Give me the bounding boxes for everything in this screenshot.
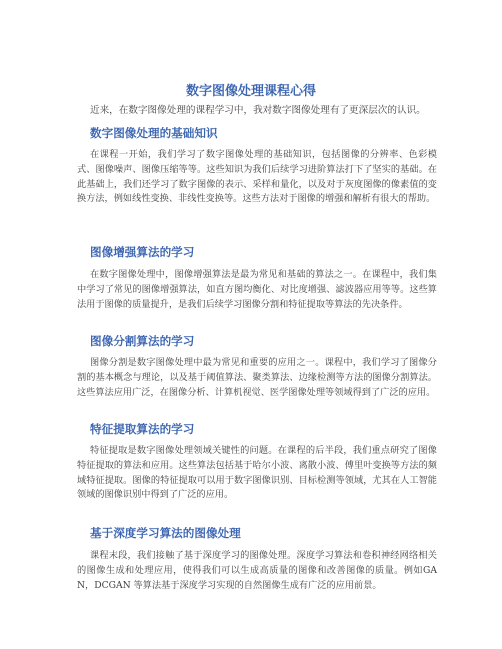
document-title: 数字图像处理课程心得 [185,84,316,99]
section-heading-deep-learning: 基于深度学习算法的图像处理 [90,526,241,540]
section-heading-feature-extraction: 特征提取算法的学习 [90,422,195,436]
section-body-enhancement: 在数字图像处理中，图像增强算法是最为常见和基础的算法之一。在课程中，我们集中学习了常见的图像增强算法，如直方图均衡化、对比度增强、滤波器应用等等。这些算法用于图像的质量提升，是我们后续学习图像分割和特征提取等算法的先决条件。 [77,269,437,310]
section-body-segmentation: 图像分割是数字图像处理中最为常见和重要的应用之一。课程中，我们学习了图像分割的基本概念与理论，以及基于阈值算法、聚类算法、边缘检测等方法的图像分割算法。这些算法应用广泛，在图像分析、计算机视觉、医学图像处理等领域得到了广泛的应用。 [77,357,437,398]
section-body-deep-learning: 课程末段，我们接触了基于深度学习的图像处理。深度学习算法和卷积神经网络相关的图像生成和处理应用，使得我们可以生成高质量的图像和改善图像的质量。例如GAN，DCGAN 等算法基于深度学习实现的自然图像生成有广泛的应用前景。 [77,550,437,591]
section-heading-enhancement: 图像增强算法的学习 [90,245,195,259]
section-heading-basics: 数字图像处理的基础知识 [90,126,218,140]
section-body-feature-extraction: 特征提取是数字图像处理领域关键性的问题。在课程的后半段，我们重点研究了图像特征提取的算法和应用。这些算法包括基于哈尔小波、离散小波、傅里叶变换等方法的频域特征提取。图像的特征提取可以用于数字图像识别、目标检测等领域，尤其在人工智能领域的图像识别中得到了广泛的应用。 [77,445,437,501]
intro-paragraph: 近来，在数字图像处理的课程学习中，我对数字图像处理有了更深层次的认识。 [90,105,426,116]
section-heading-segmentation: 图像分割算法的学习 [90,334,195,348]
section-body-basics: 在课程一开始，我们学习了数字图像处理的基础知识，包括图像的分辨率、色彩模式、图像噪声、图像压缩等等。这些知识为我们后续学习进阶算法打下了坚实的基础。在此基础上，我们还学习了数字图像的表示、采样和量化，以及对于灰度图像的像素值的变换方法，例如线性变换、非线性变换等。这些方法对于图像的增强和解析有很大的帮助。 [77,149,437,205]
